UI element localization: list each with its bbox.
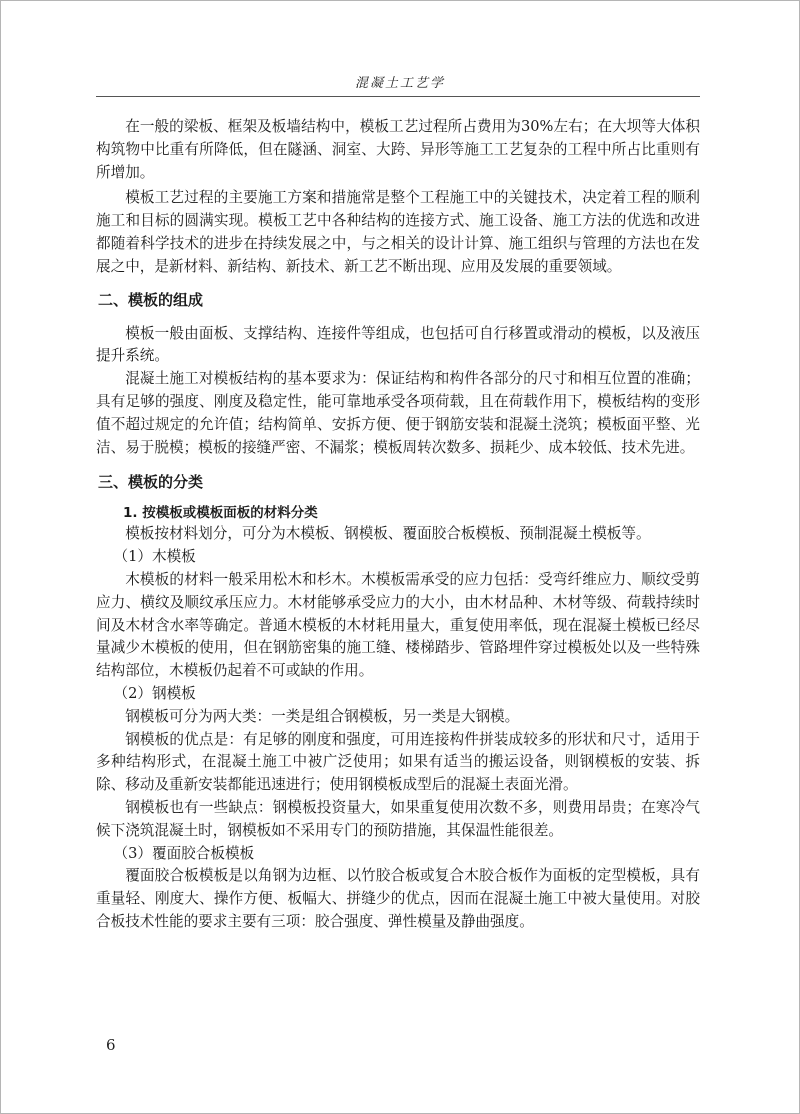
running-header: 混凝土工艺学 — [354, 76, 445, 91]
paragraph: 模板一般由面板、支撑结构、连接件等组成，也包括可自行移置或滑动的模板，以及液压提升系统。 — [96, 324, 700, 365]
list-item-label: （1）木模板 — [113, 548, 196, 566]
list-item-label: （3）覆面胶合板模板 — [113, 844, 255, 862]
subsection-heading: 1. 按模板或模板面板的材料分类 — [123, 505, 318, 522]
paragraph: 混凝土施工对模板结构的基本要求为：保证结构和构件各部分的尺寸和相互位置的准确；具有足够的强度、刚度及稳定性，能可靠地承受各项荷载，且在荷载作用下，模板结构的变形值不超过规定的允许值；结构简单、安拆方便、便于钢筋安装和混凝土浇筑；模板面平整、光洁、易于脱模；模板的接缝严密、不漏浆；模板周转次数多、损耗少、成本较低、技术先进。 — [96, 370, 700, 456]
paragraph: 模板工艺过程的主要施工方案和措施常是整个工程施工中的关键技术，决定着工程的顺利施工和目标的圆满实现。模板工艺中各种结构的连接方式、施工设备、施工方法的优选和改进都随着科学技术的进步在持续发展之中，与之相关的设计计算、施工组织与管理的方法也在发展之中，是新材料、新结构、新技术、新工艺不断出现、应用及发展的重要领域。 — [96, 189, 700, 275]
section-heading: 二、模板的组成 — [98, 290, 204, 309]
page-number: 6 — [106, 1036, 116, 1054]
page-content — [96, 116, 700, 934]
paragraph: 钢模板可分为两大类：一类是组合钢模板，另一类是大钢模。 — [125, 707, 520, 725]
paragraph: 覆面胶合板模板是以角钢为边框、以竹胶合板或复合木胶合板作为面板的定型模板，具有重量轻、刚度大、操作方便、板幅大、拼缝少的优点，因而在混凝土施工中被大量使用。对胶合板技术性能的要求主要有三项：胶合强度、弹性模量及静曲强度。 — [96, 867, 700, 930]
paragraph: 钢模板的优点是：有足够的刚度和强度，可用连接构件拼装成较多的形状和尺寸，适用于多种结构形式，在混凝土施工中被广泛使用；如果有适当的搬运设备，则钢模板的安装、拆除、移动及重新安装都能迅速进行；使用钢模板成型后的混凝土表面光滑。 — [96, 730, 700, 794]
section-heading: 三、模板的分类 — [98, 473, 204, 492]
header-rule — [96, 96, 700, 97]
paragraph: 在一般的梁板、框架及板墙结构中，模板工艺过程所占费用为30%左右；在大坝等大体积构筑物中比重有所降低，但在隧涵、洞室、大跨、异形等施工工艺复杂的工程中所占比重则有所增加。 — [96, 118, 700, 181]
paragraph: 模板按材料划分，可分为木模板、钢模板、覆面胶合板模板、预制混凝土模板等。 — [125, 525, 651, 543]
list-item-label: （2）钢模板 — [113, 684, 196, 702]
paragraph: 木模板的材料一般采用松木和杉木。木模板需承受的应力包括：受弯纤维应力、顺纹受剪应力、横纹及顺纹承压应力。木材能够承受应力的大小，由木材品种、木材等级、荷载持续时间及木材含水率等确定。普通木模板的木材耗用量大，重复使用率低，现在混凝土模板已经尽量减少木模板的使用，但在钢筋密集的施工缝、楼梯踏步、管路埋件穿过模板处以及一些特殊结构部位，木模板仍起着不可或缺的作用。 — [96, 570, 700, 680]
paragraph: 钢模板也有一些缺点：钢模板投资量大，如果重复使用次数不多，则费用昂贵；在寒冷气候下浇筑混凝土时，钢模板如不采用专门的预防措施，其保温性能很差。 — [96, 798, 700, 839]
